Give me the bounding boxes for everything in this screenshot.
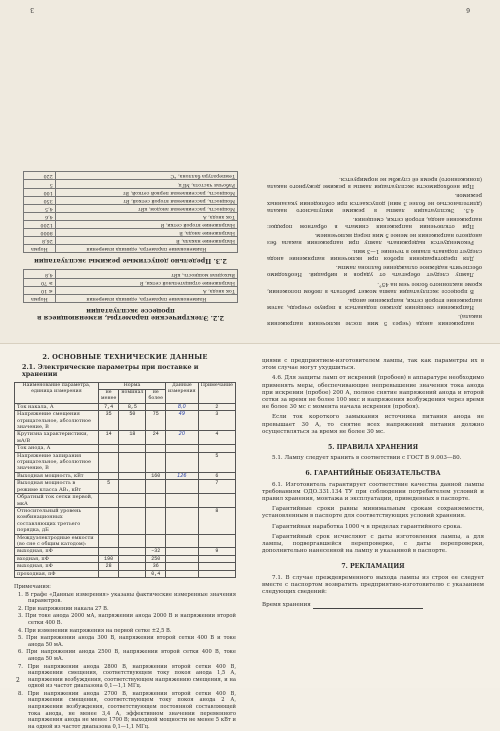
table-row xyxy=(15,563,236,570)
note-item: 7. При напряжении анода 2800 В, напряжении второй сетки 400 В, напряжении смещения, соответствующем току покоя анода 1,5 А, напряжении возбуждения, соответствующем напряжению смещения, и на одной из частот диапазона 0,1—1,1 МГц. xyxy=(18,663,236,690)
max-value-cell: 75 xyxy=(146,411,166,431)
notes-block xyxy=(14,584,236,730)
param-name-cell: Междуэлектродные емкости (во сне с общим катодом): xyxy=(15,534,99,548)
note-item: 8. При напряжении анода 2700 В, напряжении второй сетки 400 В, напряжении смещения, соответствующем току покоя анода 2 А, напряжении возбуждения, соответствующем постоянной составляющей тока анода, не менее 3,4 А, эффективном значении переменного напряжения анода не менее 1700 В; выходной мощности не менее 5 кВт и на одной из частот диапазона 0,1—1,1 МГц. xyxy=(18,690,236,730)
parameters-table xyxy=(14,382,236,578)
cell: Ток анода, А xyxy=(55,286,237,294)
cell: Рабочая частота, МГц xyxy=(55,180,237,188)
upper-paragraph: При необходимости эксплуатации лампы в режиме дежурного накала (пониженного) время её службы не нормируется. xyxy=(267,176,482,190)
col-header-param: Наименование параметра, единица измерения xyxy=(15,382,99,403)
table-row xyxy=(24,172,238,180)
table-row xyxy=(24,229,238,237)
upper-tables-column xyxy=(23,167,238,326)
cell: Выходная мощность, кВт xyxy=(55,270,237,278)
table-row xyxy=(15,431,236,445)
table-row xyxy=(24,220,238,228)
storage-time-label: Время хранения xyxy=(262,602,311,609)
table-row xyxy=(24,196,238,204)
continued-paragraph: циями с предприятием-изготовителем лампы, так как параметры их в этом случае могут ухудшиться. xyxy=(262,358,484,372)
table-row xyxy=(15,472,236,479)
nominal-value-cell: 8,5 xyxy=(119,403,146,410)
min-value-cell: 28 xyxy=(98,563,118,570)
table-row xyxy=(15,570,236,577)
note-item: 1. В графе «Данные измерения» указаны фактические измеренные значения параметров. xyxy=(18,591,236,605)
measured-value-cell[interactable]: 8,0 xyxy=(165,403,198,410)
upper-paragraph: Для предотвращения пробоя при включении напряжение анода следует подавать плавно в течение 1—3 мин. xyxy=(267,248,482,262)
col-header-measured: Данные измерения xyxy=(165,382,198,403)
nominal-value-cell xyxy=(119,555,146,562)
paragraph: Гарантийная наработка 1000 ч в пределах гарантийного срока. xyxy=(272,523,462,530)
param-name-cell: Выходная мощность в режиме класса АВ₁, кВт xyxy=(15,480,99,494)
max-value-cell: 24 xyxy=(146,431,166,445)
note-ref-cell: 7 xyxy=(198,480,235,494)
min-value-cell xyxy=(98,534,118,548)
note-item: 2. При напряжении накала 27 В. xyxy=(18,605,109,612)
nominal-value-cell xyxy=(119,494,146,508)
nominal-value-cell xyxy=(119,480,146,494)
measured-value-cell[interactable] xyxy=(165,563,198,570)
table-row xyxy=(24,204,238,212)
table-row xyxy=(15,452,236,472)
param-name-cell: Напряжение смещения отрицательное, абсолютное значение, В xyxy=(15,411,99,431)
param-name-cell: Обратный ток сетки первой, мкА xyxy=(15,494,99,508)
param-name-cell: Крутизна характеристики, мА/В xyxy=(15,431,99,445)
param-name-cell: входная, пФ xyxy=(15,555,99,562)
cell: 26,8 xyxy=(24,237,56,245)
cell: 5 xyxy=(24,180,56,188)
param-name-cell: выходная, пФ xyxy=(15,563,99,570)
cell: Напряжение второй сетки, В xyxy=(55,220,237,228)
min-value-cell: 35 xyxy=(98,411,118,431)
section-2-title: 2. ОСНОВНЫЕ ТЕХНИЧЕСКИЕ ДАННЫЕ xyxy=(42,353,208,361)
note-ref-cell: 3 xyxy=(198,411,235,431)
cell: 100 xyxy=(24,188,56,196)
paragraph-5-1: 5.1. Лампу следует хранить в соответствии с ГОСТ В 9.003—80. xyxy=(272,455,462,462)
measured-value-cell[interactable] xyxy=(165,445,198,452)
nominal-value-cell: 50 xyxy=(119,411,146,431)
table-header: Норма xyxy=(24,294,56,302)
max-value-cell: 36 xyxy=(146,563,166,570)
note-item: 5. При напряжении анода 300 В, напряжении второй сетки 400 В и токе анода 50 мА. xyxy=(18,635,236,648)
table-row xyxy=(15,411,236,431)
min-value-cell xyxy=(98,507,118,534)
param-name-cell: Ток анода, А xyxy=(15,445,99,452)
upper-paragraph: Лампу следует оберегать от ударов и вибраций. Необходимо обеспечить надёжное охлаждение баллона лампы. xyxy=(267,264,482,278)
measured-value-cell[interactable] xyxy=(165,548,198,555)
col-header-min: не менее xyxy=(98,390,118,404)
table-header: Наименование параметра, единица измерения xyxy=(55,294,237,302)
table-row xyxy=(15,494,236,508)
upper-paragraph: 4.5. Эксплуатация лампы в режиме импульсного накала (длительностью не более 3 мин) допускается при соблюдении указанных режимов. xyxy=(267,192,482,213)
cell: Напряжение накала, В xyxy=(55,237,237,245)
max-value-cell: 250 xyxy=(146,555,166,562)
max-value-cell xyxy=(146,445,166,452)
measured-value-cell[interactable] xyxy=(165,570,198,577)
param-name-cell: проходная, пФ xyxy=(15,570,99,577)
param-name-cell: Относительный уровень комбинационных составляющих третьего порядка, дБ xyxy=(15,507,99,534)
table-row xyxy=(15,507,236,534)
min-value-cell xyxy=(98,472,118,479)
max-value-cell xyxy=(146,494,166,508)
note-ref-cell: 2 xyxy=(198,403,235,410)
table-row xyxy=(24,278,238,286)
cell: Мощность, рассеиваемая второй сеткой, Вт xyxy=(55,196,237,204)
note-ref-cell: 4 xyxy=(198,431,235,445)
cell: Напряжение анода, В xyxy=(55,229,237,237)
measured-value-cell[interactable] xyxy=(165,480,198,494)
min-value-cell xyxy=(98,494,118,508)
upper-paragraph: Напряжение смещения должно подаваться в первую очередь, затем напряжение второй сетки, напряжение анода. xyxy=(267,296,482,310)
max-value-cell: –32 xyxy=(146,548,166,555)
table-row xyxy=(24,237,238,245)
table-2-1-title: 2.1. Электрические параметры при поставке и хранении xyxy=(22,363,199,379)
table-row xyxy=(15,555,236,562)
nominal-value-cell xyxy=(119,445,146,452)
paragraph: Если ток короткого замыкания источника питания анода не превышает 30 А, то снятие всех напряжений питания должно осуществляться за время не более 30 мс. xyxy=(262,414,484,435)
upper-paragraph: напряжения анода (через 5 мин после включения напряжения накала). xyxy=(267,312,482,326)
measured-value-cell[interactable]: 20 xyxy=(165,431,198,445)
param-name-cell: выходная, пФ xyxy=(15,548,99,555)
parameters-table-body xyxy=(15,403,236,577)
table-row xyxy=(24,180,238,188)
table-row xyxy=(15,548,236,555)
min-value-cell xyxy=(98,445,118,452)
paragraph-7-1: 7.1. В случае преждевременного выхода лампы из строя ее следует вместе с паспортом возвратить предприятию-изготовителю с указанием следующих сведений: xyxy=(262,574,484,596)
measured-value-cell[interactable] xyxy=(165,534,198,548)
max-value-cell xyxy=(146,480,166,494)
note-item: 6. При напряжении анода 2500 В, напряжении второй сетки 400 В, токе анода 50 мА. xyxy=(18,649,236,662)
fill-in-line xyxy=(313,608,423,609)
paragraph-6-1: 6.1. Изготовитель гарантирует соответствие качества данной лампы требованиям ОДО.331.134 ТУ при соблюдении потребителем условий и правил хранения, монтажа и эксплуатации, приведенных в паспорте. xyxy=(262,481,484,503)
measured-value-cell[interactable] xyxy=(165,452,198,472)
min-value-cell xyxy=(98,452,118,472)
note-ref-cell xyxy=(198,534,235,548)
param-name-cell: Напряжение запирания отрицательное, абсолютное значение, В xyxy=(15,452,99,472)
cell: 1200 xyxy=(24,220,56,228)
table-2-2 xyxy=(23,269,238,302)
paragraph-4-6: 4.6. Для защиты ламп от искрений (пробоев) в аппаратуре необходимо применять меры, обеспечивающие непревышение значения тока анода при искрении (пробое) 200 А, полное снятие напряжений анода и второй сетки за время не более 100 мкс и напряжения возбуждения через время не более 30 мс с момента начала искрения (пробоя). xyxy=(262,375,484,411)
cell: Мощность, рассеиваемая анодом, кВт xyxy=(55,204,237,212)
table-row xyxy=(24,286,238,294)
section-5-title: 5. ПРАВИЛА ХРАНЕНИЯ xyxy=(327,444,419,452)
param-name-cell: Выходная мощность, кВт xyxy=(15,472,99,479)
section-6-title: 6. ГАРАНТИЙНЫЕ ОБЯЗАТЕЛЬСТВА xyxy=(305,470,441,478)
table-row xyxy=(15,445,236,452)
measured-value-cell[interactable] xyxy=(165,555,198,562)
upper-page-upside-down xyxy=(0,0,500,344)
right-column xyxy=(262,358,484,609)
cell: ≤ 10 xyxy=(24,286,56,294)
table-2-3 xyxy=(23,171,238,253)
table-row xyxy=(15,403,236,410)
param-name-cell: Ток накала, А xyxy=(15,403,99,410)
cell: 220 xyxy=(24,172,56,180)
cell: 8000 xyxy=(24,229,56,237)
cell: 4,5 xyxy=(24,204,56,212)
left-column xyxy=(14,354,236,731)
col-header-nom: номинал xyxy=(119,390,146,404)
upper-paragraph: Рекомендуется выдерживать лампу при напряжении накала без анодного напряжения не менее 5 мин перед включением. xyxy=(267,231,482,246)
min-value-cell: 7,4 xyxy=(98,403,118,410)
upper-page-number: 6 xyxy=(466,6,470,13)
max-value-cell: 160 xyxy=(146,472,166,479)
note-ref-cell: 5 xyxy=(198,452,235,472)
table-row xyxy=(15,480,236,494)
note-ref-cell xyxy=(198,494,235,508)
cell: 350 xyxy=(24,196,56,204)
nominal-value-cell xyxy=(119,548,146,555)
table-row xyxy=(24,270,238,278)
measured-value-cell[interactable] xyxy=(165,507,198,534)
nominal-value-cell xyxy=(119,534,146,548)
col-header-note: Примечание xyxy=(198,382,235,403)
note-item: 4. При изменении напряжения на первой сетке ±2,5 В. xyxy=(18,627,172,634)
note-ref-cell xyxy=(198,555,235,562)
note-ref-cell: 6 xyxy=(198,472,235,479)
rotated-content xyxy=(0,0,500,344)
nominal-value-cell xyxy=(119,563,146,570)
upper-paragraph: В процессе эксплуатации лампа может работать в любом положении, кроме наклонного более чем на 45°. xyxy=(267,280,482,294)
table-row xyxy=(15,534,236,548)
cell: 4,8 xyxy=(24,270,56,278)
measured-value-cell[interactable]: 49 xyxy=(165,411,198,431)
col-header-norm: Норма xyxy=(98,382,165,389)
paragraph: Гарантийный срок исчисляют с даты изготовления лампы, а для лампы, подвергавшейся перепроверке, с даты перепроверки, дополнительно нанесенной на лампу и указанной в паспорте. xyxy=(262,533,484,555)
cell: Мощность, рассеиваемая первой сеткой, Вт xyxy=(55,188,237,196)
measured-value-cell[interactable]: 126 xyxy=(165,472,198,479)
cell: Температура баллона, °С xyxy=(55,172,237,180)
nominal-value-cell xyxy=(119,452,146,472)
nominal-value-cell: 18 xyxy=(119,431,146,445)
lower-page xyxy=(0,344,500,730)
nominal-value-cell xyxy=(119,472,146,479)
table-row xyxy=(24,212,238,220)
max-value-cell xyxy=(146,403,166,410)
min-value-cell xyxy=(98,570,118,577)
note-item: 3. При токе анода 2000 мА, напряжении анода 2000 В и напряжении второй сетки 400 В. xyxy=(18,613,236,626)
upper-paragraph: При отключении напряжения снимать в обратном порядке: напряжение анода, второй сетки, смещения. xyxy=(267,215,482,229)
notes-heading: Примечания: xyxy=(14,583,51,590)
storage-time-line xyxy=(262,602,484,609)
nominal-value-cell xyxy=(119,507,146,534)
min-value-cell xyxy=(98,548,118,555)
table-row xyxy=(24,188,238,196)
note-ref-cell xyxy=(198,563,235,570)
section-2-2-title: 2.2. Электрические параметры, изменяющиеся в процессе эксплуатации xyxy=(37,306,225,322)
cell: 4,6 xyxy=(24,212,56,220)
note-ref-cell: 9 xyxy=(198,548,235,555)
upper-page-number: 3 xyxy=(30,6,34,13)
col-header-max: не более xyxy=(146,390,166,404)
max-value-cell: 0,4 xyxy=(146,570,166,577)
min-value-cell: 5 xyxy=(98,480,118,494)
paragraph: Гарантийные сроки равны минимальным срокам сохраняемости, установленным в паспорте для соответствующих условий хранения. xyxy=(262,506,484,520)
cell: Ток анода, А xyxy=(55,212,237,220)
max-value-cell xyxy=(146,507,166,534)
cell: Напряжение отрицательной сетки, В xyxy=(55,278,237,286)
notes-list xyxy=(14,592,236,731)
note-ref-cell xyxy=(198,445,235,452)
note-ref-cell: 8 xyxy=(198,507,235,534)
table-header: Наименование параметра, единица измерения xyxy=(55,245,237,253)
note-ref-cell xyxy=(198,570,235,577)
min-value-cell: 190 xyxy=(98,555,118,562)
section-2-3-title: 2.3. Предельно допустимые режимы эксплуатации xyxy=(34,257,227,266)
measured-value-cell[interactable] xyxy=(165,494,198,508)
section-7-title: 7. РЕКЛАМАЦИЯ xyxy=(341,563,405,571)
table-header: Норма xyxy=(24,245,56,253)
page-number: 2 xyxy=(16,677,20,684)
cell: ≥ 70 xyxy=(24,278,56,286)
max-value-cell xyxy=(146,534,166,548)
min-value-cell: 14 xyxy=(98,431,118,445)
upper-text-column xyxy=(267,173,482,326)
max-value-cell xyxy=(146,452,166,472)
nominal-value-cell xyxy=(119,570,146,577)
